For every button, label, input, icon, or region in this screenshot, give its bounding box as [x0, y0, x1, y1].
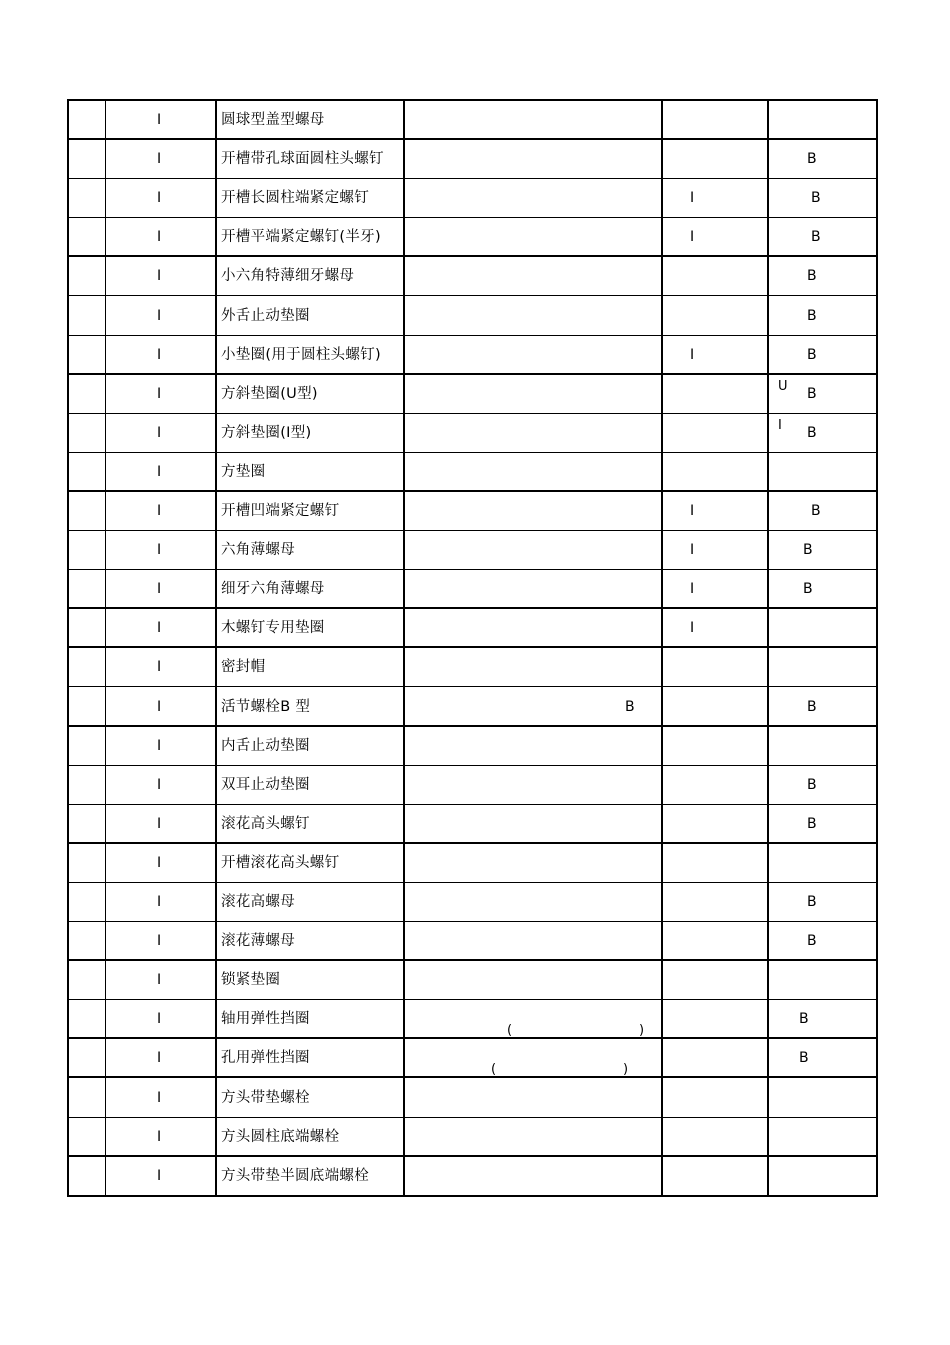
- part-name: 圆球型盖型螺母: [221, 112, 325, 128]
- part-name: 开槽滚花高头螺钉: [221, 854, 340, 871]
- row-code: I: [157, 463, 162, 480]
- part-name: 方头带垫螺栓: [221, 1089, 310, 1106]
- part-name: 密封帽: [221, 659, 266, 676]
- table-row: [69, 492, 876, 531]
- parts-table: [67, 99, 878, 1197]
- table-row: [69, 805, 876, 844]
- grade-mark: B: [807, 268, 817, 285]
- table-row: [69, 766, 876, 805]
- table-row: [69, 1079, 876, 1118]
- part-name: 锁紧垫圈: [221, 972, 281, 989]
- part-name: 木螺钉专用垫圈: [221, 620, 325, 637]
- row-code: I: [157, 190, 162, 207]
- part-name: 滚花高头螺钉: [221, 815, 310, 832]
- table-row: [69, 257, 876, 296]
- part-name: 方垫圈: [221, 463, 266, 480]
- table-row: [69, 101, 876, 140]
- table-row: [69, 1039, 876, 1078]
- grade-mark: B: [807, 385, 817, 402]
- part-name: 方斜垫圈(I型): [221, 424, 312, 441]
- table-row: [69, 961, 876, 1000]
- table-row: [69, 727, 876, 766]
- standard-mark: I: [690, 190, 695, 207]
- grade-mark: B: [807, 776, 817, 793]
- table-row: [69, 688, 876, 727]
- part-name: 小六角特薄细牙螺母: [221, 268, 355, 285]
- grade-mark: B: [811, 229, 821, 246]
- row-code: I: [157, 385, 162, 402]
- part-name: 滚花高螺母: [221, 894, 295, 910]
- row-code: I: [157, 503, 162, 519]
- grade-mark: B: [807, 151, 817, 168]
- grade-mark: B: [803, 542, 813, 559]
- table-row: [69, 1000, 876, 1039]
- part-name: 小垫圈(用于圆柱头螺钉): [221, 346, 381, 363]
- grade-mark: B: [807, 307, 817, 324]
- table-row: [69, 218, 876, 257]
- paren-open: (: [491, 1062, 497, 1078]
- paren-close: ): [639, 1023, 645, 1039]
- part-name: 轴用弹性挡圈: [221, 1011, 310, 1028]
- variant-mark: U: [778, 378, 788, 394]
- row-code: I: [157, 894, 162, 910]
- standard-mark: I: [690, 620, 695, 637]
- row-code: I: [157, 972, 162, 989]
- row-code: I: [157, 933, 162, 950]
- table-row: [69, 844, 876, 883]
- grade-mark: B: [807, 346, 817, 363]
- paren-close: ): [623, 1062, 629, 1078]
- standard-mark: I: [690, 542, 695, 559]
- part-name: 双耳止动垫圈: [221, 776, 310, 793]
- part-name: 开槽凹端紧定螺钉: [221, 503, 340, 519]
- table-row: [69, 570, 876, 609]
- part-name: 开槽长圆柱端紧定螺钉: [221, 190, 369, 207]
- part-name: 活节螺栓B 型: [221, 698, 311, 715]
- grade-mark: B: [807, 424, 817, 441]
- grade-mark: B: [803, 581, 813, 598]
- table-row: [69, 1157, 876, 1196]
- row-code: I: [157, 112, 162, 128]
- row-code: I: [157, 1128, 162, 1145]
- row-code: I: [157, 268, 162, 285]
- row-code: I: [157, 542, 162, 559]
- grade-mark: B: [807, 933, 817, 950]
- table-row: [69, 375, 876, 414]
- standard-mark: I: [690, 346, 695, 363]
- table-row: [69, 297, 876, 336]
- part-name: 细牙六角薄螺母: [221, 581, 325, 598]
- part-name: 孔用弹性挡圈: [221, 1050, 310, 1067]
- standard-mark: I: [690, 581, 695, 598]
- standard-mark: I: [690, 503, 695, 519]
- table-row: [69, 414, 876, 453]
- row-code: I: [157, 307, 162, 324]
- standard-mark: I: [690, 229, 695, 246]
- part-name: 开槽带孔球面圆柱头螺钉: [221, 151, 384, 168]
- grade-mark: B: [811, 190, 821, 207]
- table-row: [69, 883, 876, 922]
- part-name: 开槽平端紧定螺钉(半牙): [221, 229, 381, 246]
- row-code: I: [157, 620, 162, 637]
- part-name: 方头圆柱底端螺栓: [221, 1128, 340, 1145]
- table-row: [69, 648, 876, 687]
- row-code: I: [157, 1050, 162, 1067]
- table-row: [69, 179, 876, 218]
- row-code: I: [157, 581, 162, 598]
- table-row: [69, 1118, 876, 1157]
- grade-mark: B: [811, 503, 821, 519]
- row-code: I: [157, 776, 162, 793]
- part-name: 内舌止动垫圈: [221, 737, 310, 754]
- row-code: I: [157, 1089, 162, 1106]
- grade-mark: B: [807, 894, 817, 910]
- table-row: [69, 453, 876, 492]
- grade-mark: B: [807, 698, 817, 715]
- row-code: I: [157, 815, 162, 832]
- row-code: I: [157, 659, 162, 676]
- table-row: [69, 336, 876, 375]
- row-code: I: [157, 1167, 162, 1184]
- row-code: I: [157, 698, 162, 715]
- part-name: 方斜垫圈(U型): [221, 385, 318, 402]
- grade-mark: B: [807, 815, 817, 832]
- row-code: I: [157, 737, 162, 754]
- row-code: I: [157, 151, 162, 168]
- variant-mark: I: [778, 417, 782, 433]
- part-name: 方头带垫半圆底端螺栓: [221, 1167, 369, 1184]
- table-row: [69, 609, 876, 648]
- row-code: I: [157, 1011, 162, 1028]
- grade-mark: B: [799, 1011, 809, 1028]
- type-mark: B: [625, 698, 635, 715]
- row-code: I: [157, 854, 162, 871]
- table-row: [69, 531, 876, 570]
- table-row: [69, 140, 876, 179]
- table-row: [69, 922, 876, 961]
- row-code: I: [157, 346, 162, 363]
- row-code: I: [157, 424, 162, 441]
- part-name: 滚花薄螺母: [221, 933, 295, 950]
- part-name: 外舌止动垫圈: [221, 307, 310, 324]
- part-name: 六角薄螺母: [221, 542, 295, 559]
- grade-mark: B: [799, 1050, 809, 1067]
- paren-open: (: [507, 1023, 513, 1039]
- row-code: I: [157, 229, 162, 246]
